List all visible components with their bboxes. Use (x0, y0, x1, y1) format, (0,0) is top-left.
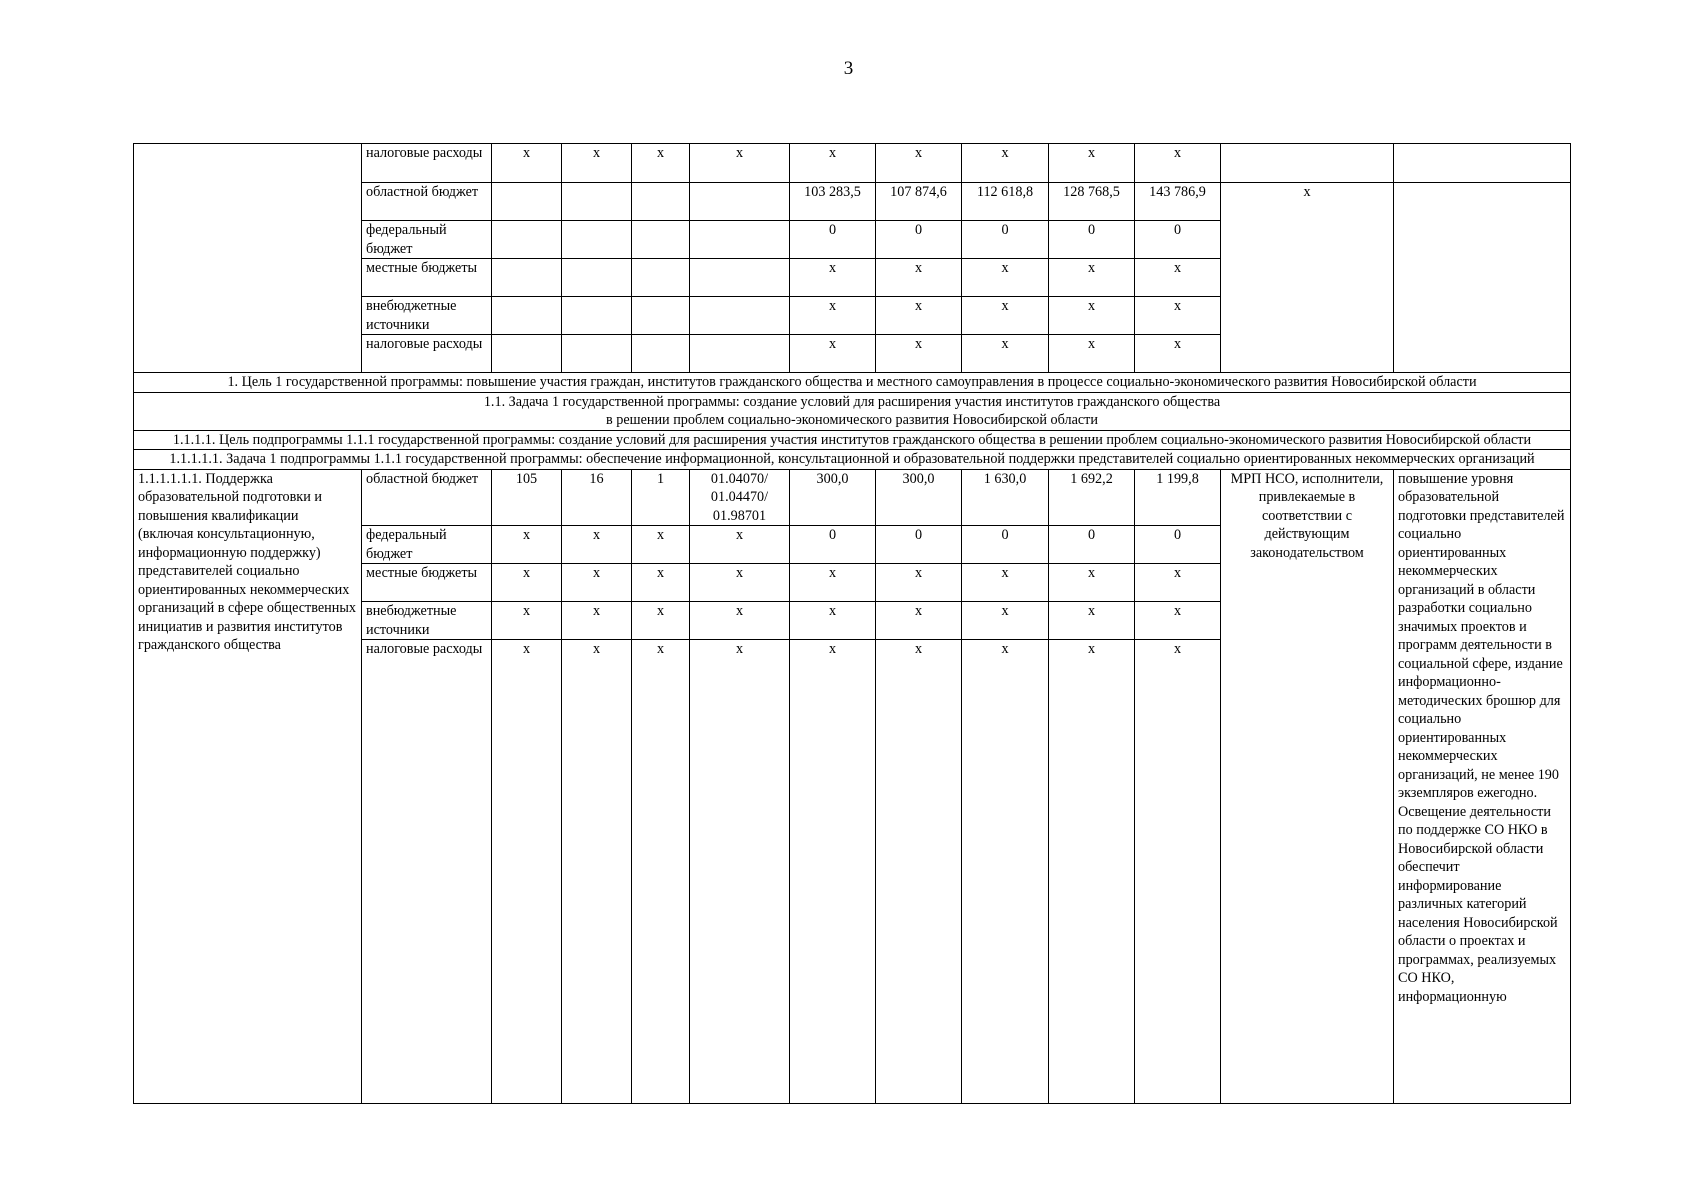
program-table (133, 143, 1571, 1104)
funding-source: областной бюджет (362, 469, 492, 526)
funding-source: внебюджетные источники (362, 297, 492, 335)
subtask-heading: 1.1.1.1.1. Задача 1 подпрограммы 1.1.1 государственной программы: обеспечение информационной, консультационной и образовательной поддержки представителей социально ориентированных некоммерческих организаций (134, 450, 1571, 470)
subtask-row (134, 450, 1571, 470)
executor-cell: x (1221, 183, 1394, 373)
task-row (134, 392, 1571, 430)
funding-source: областной бюджет (362, 183, 492, 221)
table-row: налоговые расходы x x x x x x x x x (134, 144, 1571, 183)
table-row: внебюджетные источники x x x x x x x x x (134, 602, 1571, 640)
table-row: местные бюджеты x x x x x (134, 259, 1571, 297)
table-row: федеральный бюджет x x x x 0 0 0 0 0 (134, 526, 1571, 564)
table-row: налоговые расходы x x x x x x x x x (134, 640, 1571, 1104)
funding-source: налоговые расходы (362, 640, 492, 1104)
table-row: областной бюджет 103 283,5 107 874,6 112 618,8 128 768,5 143 786,9 x (134, 183, 1571, 221)
measure-name: 1.1.1.1.1.1. Поддержка образовательной подготовки и повышения квалификации (включая консультационную, информационную поддержку) представителей социально ориентированных некоммерческих организаций в сфере общественных инициатив и развития институтов гражданского общества (134, 469, 362, 1103)
funding-source: внебюджетные источники (362, 602, 492, 640)
funding-source: налоговые расходы (362, 335, 492, 373)
subgoal-heading: 1.1.1.1. Цель подпрограммы 1.1.1 государственной программы: создание условий для расширения участия институтов гражданского общества в решении проблем социально-экономического развития Новосибирской области (134, 430, 1571, 450)
page-number: 3 (843, 58, 854, 79)
funding-source: местные бюджеты (362, 259, 492, 297)
goal-1-heading: 1. Цель 1 государственной программы: повышение участия граждан, институтов гражданского общества и местного самоуправления в процессе социально-экономического развития Новосибирской области (134, 373, 1571, 393)
funding-source: федеральный бюджет (362, 526, 492, 564)
subgoal-row (134, 430, 1571, 450)
table-row: 1.1.1.1.1.1. Поддержка образовательной подготовки и повышения квалификации (включая консультационную, информационную поддержку) представителей социально ориентированных некоммерческих организаций в сфере общественных инициатив и развития институтов гражданского общества областной бюджет 105 16 1 01.04070/ 01.04470/ 01.98701 300,0 300,0 1 630,0 1 692,2 1 199,8 МРП НСО, исполнители, привлекаемые в соответствии с действующим законодательством повышение уровня образовательной подготовки представителей социально ориентированных некоммерческих организаций в области разработки социально значимых проектов и программ деятельности в социальной сфере, издание информационно-методических брошюр для социально ориентированных некоммерческих организаций, не менее 190 экземпляров ежегодно. Освещение деятельности по поддержке СО НКО в Новосибирской области обеспечит информирование различных категорий населения Новосибирской области о проектах и программах, реализуемых СО НКО, информационную (134, 469, 1571, 526)
funding-source: федеральный бюджет (362, 221, 492, 259)
measure-executor: МРП НСО, исполнители, привлекаемые в соответствии с действующим законодательством (1221, 469, 1394, 1103)
table-row: местные бюджеты x x x x x x x x x (134, 564, 1571, 602)
task-1-1-heading: 1.1. Задача 1 государственной программы: создание условий для расширения участия институтов гражданского общества в решении проблем социально-экономического развития Новосибирской области (134, 392, 1571, 430)
goal-row (134, 373, 1571, 393)
table-row: внебюджетные источники x x x x x (134, 297, 1571, 335)
funding-source: налоговые расходы (362, 144, 492, 183)
measure-result: повышение уровня образовательной подготовки представителей социально ориентированных некоммерческих организаций в области разработки социально значимых проектов и программ деятельности в социальной сфере, издание информационно-методических брошюр для социально ориентированных некоммерческих организаций, не менее 190 экземпляров ежегодно. Освещение деятельности по поддержке СО НКО в Новосибирской области обеспечит информирование различных категорий населения Новосибирской области о проектах и программах, реализуемых СО НКО, информационную (1394, 469, 1571, 1103)
funding-source: местные бюджеты (362, 564, 492, 602)
table-row: налоговые расходы x x x x x (134, 335, 1571, 373)
table-row: федеральный бюджет 0 0 0 0 0 (134, 221, 1571, 259)
empty-cell (134, 144, 362, 373)
